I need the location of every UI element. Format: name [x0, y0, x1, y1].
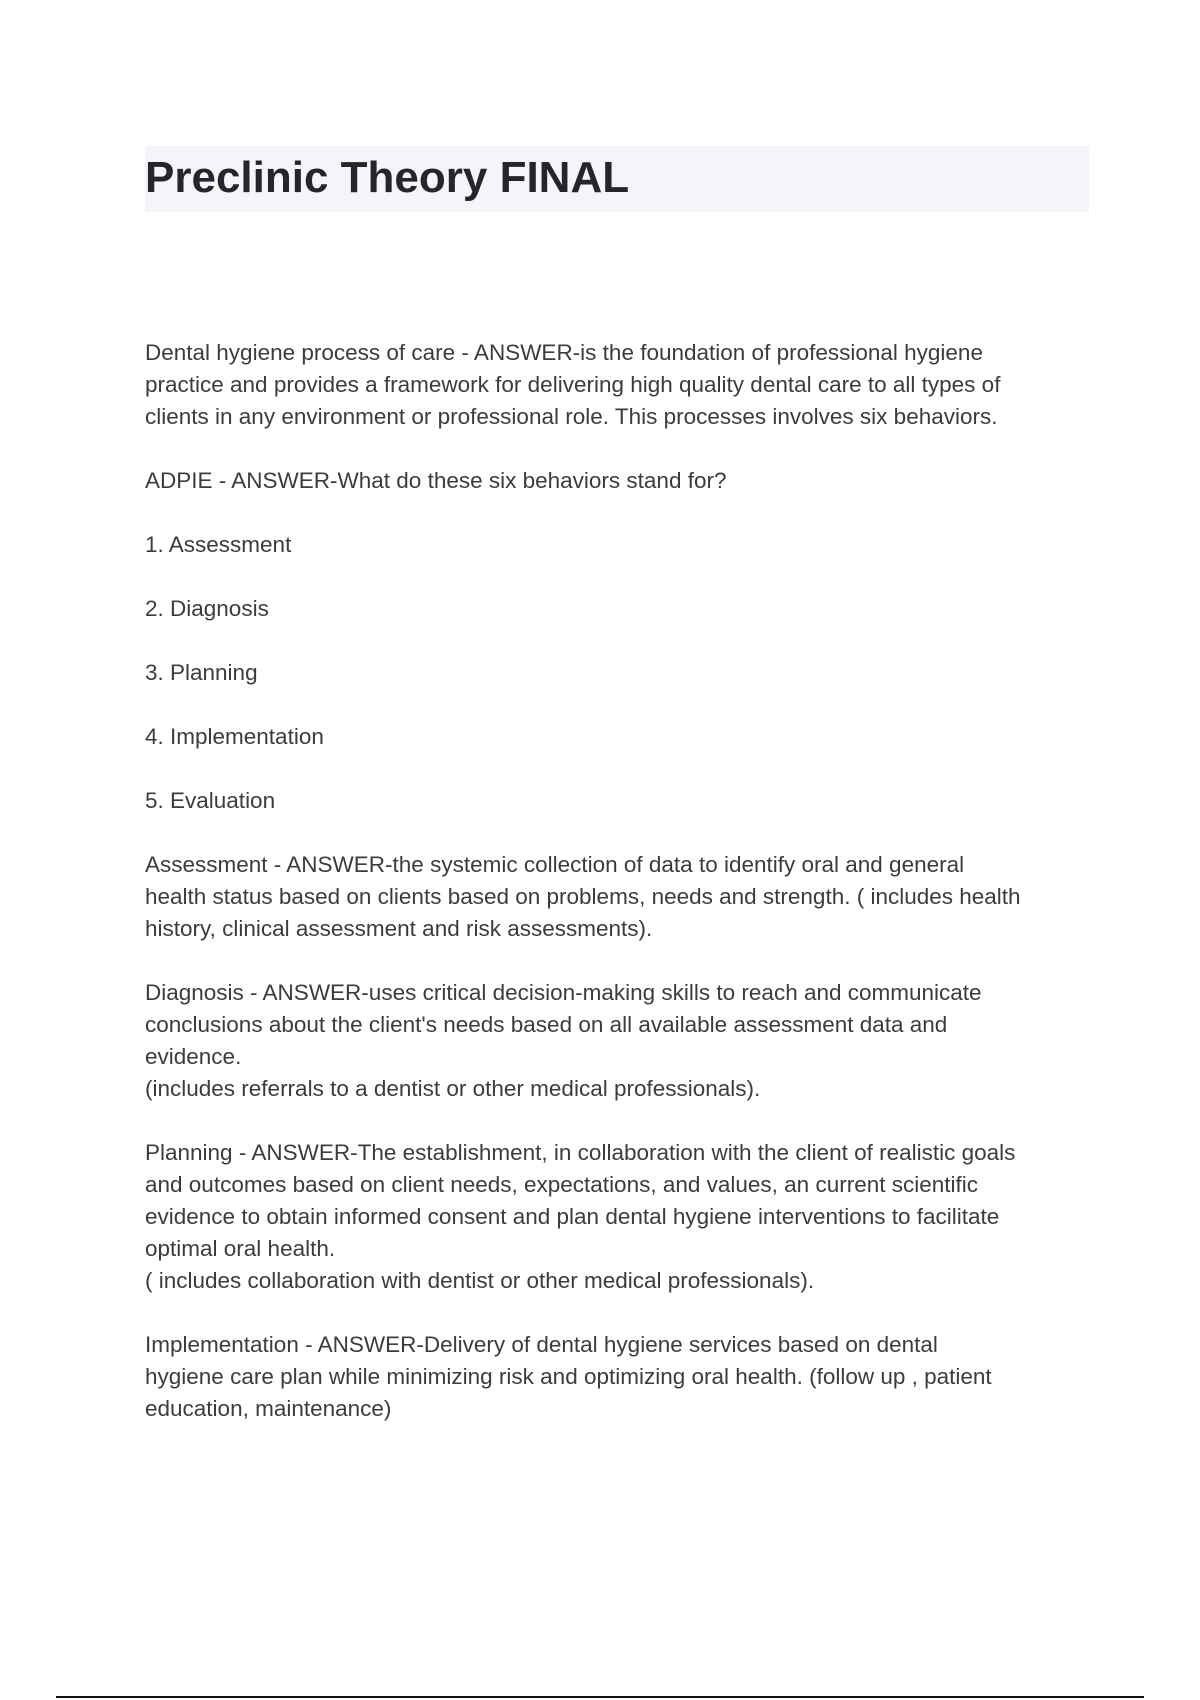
text-line: Dental hygiene process of care - ANSWER-is the foundation of professional hygiene [145, 340, 983, 365]
text-line: evidence to obtain informed consent and plan dental hygiene interventions to facilitate [145, 1204, 1000, 1229]
entry-implementation [145, 1329, 1095, 1425]
text-line: Diagnosis - ANSWER-uses critical decision-making skills to reach and communicate [145, 980, 982, 1005]
text-line: Planning - ANSWER-The establishment, in collaboration with the client of realistic goals [145, 1140, 1016, 1165]
entry-diagnosis [145, 977, 1095, 1105]
page-bottom-rule [56, 1696, 1144, 1698]
text-line: Implementation - ANSWER-Delivery of dental hygiene services based on dental [145, 1332, 938, 1357]
document-body [145, 337, 1095, 1457]
text-line: optimal oral health. [145, 1236, 336, 1261]
list-item: 1. Assessment [145, 532, 292, 557]
list-item: 3. Planning [145, 660, 258, 685]
text-line: conclusions about the client's needs based on all available assessment data and [145, 1012, 948, 1037]
text-line: and outcomes based on client needs, expectations, and values, an current scientific [145, 1172, 979, 1197]
list-item: 5. Evaluation [145, 788, 276, 813]
text-line: hygiene care plan while minimizing risk and optimizing oral health. (follow up , patient [145, 1364, 992, 1389]
text-line: Assessment - ANSWER-the systemic collection of data to identify oral and general [145, 852, 965, 877]
entry-planning [145, 1137, 1095, 1297]
list-item: 4. Implementation [145, 724, 324, 749]
list-item: 2. Diagnosis [145, 596, 269, 621]
text-line: ( includes collaboration with dentist or other medical professionals). [145, 1268, 815, 1293]
entry-process-of-care [145, 337, 1095, 433]
text-line: clients in any environment or professional role. This processes involves six behaviors. [145, 404, 998, 429]
entry-assessment [145, 849, 1095, 945]
text-line: practice and provides a framework for delivering high quality dental care to all types of [145, 372, 1001, 397]
text-line: (includes referrals to a dentist or other medical professionals). [145, 1076, 761, 1101]
text-line: education, maintenance) [145, 1396, 392, 1421]
page-title: Preclinic Theory FINAL [145, 153, 630, 202]
entry-adpie [145, 465, 1095, 497]
text-line: history, clinical assessment and risk assessments). [145, 916, 653, 941]
text-line: health status based on clients based on problems, needs and strength. ( includes health [145, 884, 1021, 909]
text-line: evidence. [145, 1044, 242, 1069]
text-line: ADPIE - ANSWER-What do these six behaviors stand for? [145, 468, 727, 493]
